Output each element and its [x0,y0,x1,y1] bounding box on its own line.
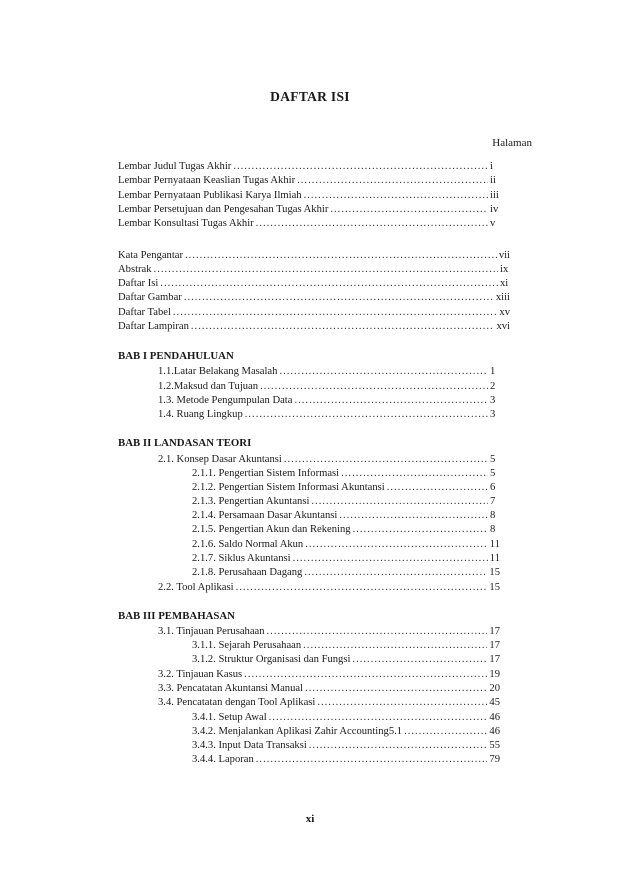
toc-page: 6 [490,482,496,493]
toc-label: 2.2. Tool Aplikasi [158,582,234,593]
toc-entry [192,523,500,537]
toc-page: 11 [489,553,500,564]
halaman-label: Halaman [492,137,532,149]
dot-leader [294,394,488,408]
toc-page: 8 [490,510,496,521]
dot-leader [160,277,498,291]
toc-page: 2 [490,381,496,392]
toc-page: 8 [490,524,496,535]
toc-entry [118,160,500,174]
toc-label: 3.2. Tinjauan Kasus [158,669,243,680]
toc-label: 2.1. Konsep Dasar Akuntansi [158,454,282,465]
toc-label: 3.3. Pencatatan Akuntansi Manual [158,683,304,694]
toc-page: 79 [489,754,500,765]
dot-leader [304,566,487,580]
toc-page: 15 [489,567,500,578]
dot-leader [236,581,488,595]
toc-label: Daftar Gambar [118,292,182,303]
dot-leader [303,639,487,653]
page-title: DAFTAR ISI [270,89,350,104]
dot-leader [304,189,488,203]
dot-leader [305,538,488,552]
toc-entry [158,453,500,467]
toc-entry [192,639,500,653]
toc-page: iii [490,190,499,201]
toc-entry [118,306,510,320]
toc-label: 3.1.1. Sejarah Perusahaan [192,640,302,651]
dot-leader [339,509,488,523]
toc-entry [192,467,500,481]
chapter-heading: BAB II LANDASAN TEORI [118,437,252,449]
toc-page: 7 [490,496,496,507]
toc-label: 2.1.3. Pengertian Akuntansi [192,496,310,507]
dot-leader [341,467,488,481]
toc-entry [118,320,510,334]
toc-page: 17 [489,640,500,651]
toc-label: Kata Pengantar [118,250,184,261]
toc-entry [118,217,500,231]
toc-label: 2.1.1. Pengertian Sistem Informasi [192,468,340,479]
toc-page: xv [499,307,510,318]
dot-leader [352,653,487,667]
toc-page: 5 [490,468,496,479]
toc-label: 1.2.Maksud dan Tujuan [158,381,259,392]
toc-page: xvi [496,321,510,332]
toc-entry [118,174,500,188]
toc-entry [192,739,500,753]
toc-entry [192,538,500,552]
dot-leader [245,408,488,422]
toc-entry [158,668,500,682]
toc-label: Lembar Pernyataan Publikasi Karya Ilmiah [118,190,302,201]
dot-leader [184,291,494,305]
dot-leader [284,453,488,467]
toc-page: 1 [490,366,496,377]
dot-leader [279,365,488,379]
dot-leader [269,711,488,725]
toc-page: 45 [489,697,500,708]
toc-label: Abstrak [118,264,152,275]
dot-leader [233,160,488,174]
toc-entry [118,189,500,203]
toc-entry [192,753,500,767]
toc-entry [158,365,500,379]
toc-label: 2.1.5. Pengertian Akun dan Rekening [192,524,351,535]
toc-label: 3.4. Pencatatan dengan Tool Aplikasi [158,697,316,708]
toc-label: 1.3. Metode Pengumpulan Data [158,395,293,406]
toc-entry [158,625,500,639]
toc-entry [158,408,500,422]
toc-page: xi [500,278,509,289]
toc-page: 19 [489,669,500,680]
toc-label: 3.4.4. Laporan [192,754,254,765]
dot-leader [267,625,488,639]
toc-page: iv [490,204,499,215]
chapter-heading: BAB III PEMBAHASAN [118,610,235,622]
toc-entry [158,394,500,408]
toc-entry [118,203,500,217]
page-number: xi [305,813,315,825]
toc-entry [158,682,500,696]
toc-page: 46 [489,712,500,723]
dot-leader [387,481,488,495]
toc-entry [118,277,510,291]
dot-leader [305,682,487,696]
toc-label: 1.4. Ruang Lingkup [158,409,243,420]
toc-page: 3 [490,409,496,420]
toc-entry [158,581,500,595]
dot-leader [311,495,488,509]
toc-label: 3.4.2. Menjalankan Aplikasi Zahir Accounting5.1 [192,726,403,737]
dot-leader [256,753,488,767]
toc-page: 20 [489,683,500,694]
dot-leader [256,217,488,231]
dot-leader [173,306,498,320]
toc-label: 2.1.8. Perusahaan Dagang [192,567,303,578]
toc-label: Lembar Persetujuan dan Pengesahan Tugas Akhir [118,204,329,215]
toc-entry [192,495,500,509]
toc-page: 3 [490,395,496,406]
toc-label: 3.4.3. Input Data Transaksi [192,740,307,751]
dot-leader [191,320,495,334]
toc-entry [192,481,500,495]
toc-entry [118,291,510,305]
toc-label: Lembar Pernyataan Keaslian Tugas Akhir [118,175,296,186]
toc-label: 2.1.6. Saldo Normal Akun [192,539,304,550]
toc-label: 3.1. Tinjauan Perusahaan [158,626,265,637]
toc-label: Daftar Lampiran [118,321,189,332]
toc-entry [192,653,500,667]
toc-page: 15 [489,582,500,593]
toc-page: 17 [489,654,500,665]
toc-page: ii [490,175,496,186]
toc-entry [192,725,500,739]
toc-page: 55 [489,740,500,751]
toc-page: 17 [489,626,500,637]
toc-entry [192,509,500,523]
chapter-heading: BAB I PENDAHULUAN [118,350,234,362]
toc-label: 2.1.4. Persamaan Dasar Akuntansi [192,510,338,521]
dot-leader [309,739,488,753]
toc-page: 11 [489,539,500,550]
toc-page: 46 [489,726,500,737]
dot-leader [297,174,488,188]
toc-page: i [490,161,493,172]
toc-label: Daftar Tabel [118,307,171,318]
toc-label: 2.1.2. Pengertian Sistem Informasi Akuntansi [192,482,385,493]
toc-page: ix [500,264,509,275]
toc-entry [118,249,510,263]
toc-page: vii [498,250,510,261]
toc-page: v [490,218,496,229]
toc-label: 2.1.7. Siklus Akuntansi [192,553,291,564]
toc-page: xiii [495,292,510,303]
dot-leader [185,249,497,263]
dot-leader [353,523,488,537]
dot-leader [330,203,488,217]
toc-entry [192,566,500,580]
toc-entry [158,696,500,710]
dot-leader [244,668,487,682]
toc-label: 3.4.1. Setup Awal [192,712,267,723]
dot-leader [154,263,498,277]
dot-leader [293,552,488,566]
toc-label: 1.1.Latar Belakang Masalah [158,366,278,377]
toc-page: 5 [490,454,496,465]
toc-label: Lembar Judul Tugas Akhir [118,161,232,172]
toc-entry [192,711,500,725]
toc-entry [192,552,500,566]
toc-entry [158,380,500,394]
toc-label: Daftar Isi [118,278,159,289]
dot-leader [317,696,487,710]
dot-leader [260,380,488,394]
toc-entry [118,263,510,277]
dot-leader [404,725,487,739]
toc-label: Lembar Konsultasi Tugas Akhir [118,218,254,229]
toc-label: 3.1.2. Struktur Organisasi dan Fungsi [192,654,351,665]
